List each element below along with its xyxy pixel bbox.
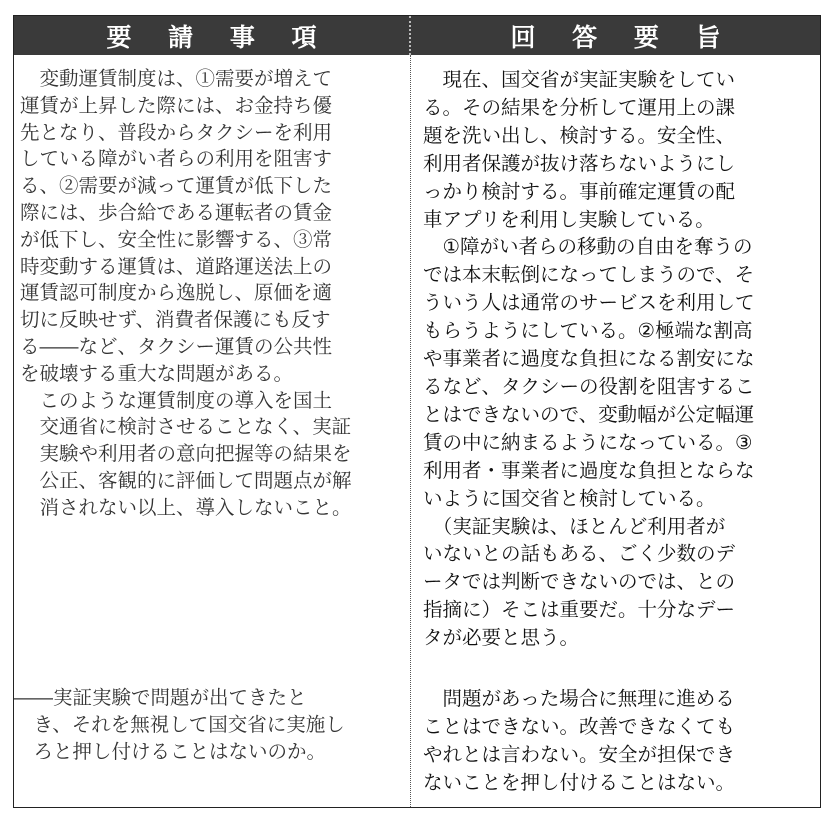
requests-header (14, 16, 411, 55)
text-line: る、②需要が減って運賃が低下した (20, 174, 333, 198)
text-line: が低下し、安全性に影響する、③常 (20, 227, 333, 251)
answer-followup-text (423, 685, 735, 797)
text-line: 指摘に）そこは重要だ。十分なデー (423, 598, 736, 622)
text-line: 題を洗い出し、検討する。安全性、 (423, 123, 736, 147)
text-line: 時変動する運賃は、道路運送法上の (20, 254, 333, 278)
text-line: 利用者・事業者に過度な負担とならな (423, 458, 755, 482)
text-line: 公正、客観的に評価して問題点が解 (20, 468, 352, 492)
request-answer-table (13, 15, 821, 808)
text-line: 問題があった場合に無理に進める (423, 687, 735, 710)
text-line: ことはできない。改善できなくても (423, 714, 736, 738)
text-line: 切に反映せず、消費者保護にも反す (20, 308, 331, 332)
text-line: ①障がい者らの移動の自由を奪うの (423, 235, 753, 259)
request-followup-text (14, 685, 345, 765)
text-line: 消されない以上、導入しないこと。 (20, 495, 352, 519)
text-line: ――実証実験で問題が出てきたと (14, 686, 307, 709)
answers-header (411, 16, 820, 55)
text-line: では本末転倒になってしまうので、そ (423, 263, 755, 287)
text-line: （実証実験は、ほとんど利用者が (423, 514, 726, 538)
text-line: このような運賃制度の導入を国土 (20, 388, 333, 412)
text-line: ないことを押し付けることはない。 (423, 770, 736, 794)
text-line: 際には、歩合給である運転者の賃金 (20, 200, 333, 224)
text-line: る――など、タクシー運賃の公共性 (20, 334, 333, 358)
request-main-text (20, 66, 352, 522)
text-line: 現在、国交省が実証実験をしてい (423, 68, 736, 91)
text-line: いように国交省と検討している。 (423, 486, 716, 510)
text-line: る。その結果を分析して運用上の課 (423, 95, 736, 119)
text-line: 利用者保護が抜け落ちないようにし (423, 151, 736, 175)
text-line: ろと押し付けることはないのか。 (14, 739, 327, 763)
text-line: るなど、タクシーの役割を阻害するこ (423, 374, 755, 398)
text-line: 運賃認可制度から逸脱し、原価を適 (20, 281, 333, 305)
text-line: やれとは言わない。安全が担保でき (423, 742, 736, 766)
text-line: いないとの話もある、ごく少数のデ (423, 542, 736, 566)
text-line: っかり検討する。事前確定運賃の配 (423, 179, 736, 203)
text-line: とはできないので、変動幅が公定幅運 (423, 402, 755, 426)
text-line: タが必要と思う。 (423, 626, 580, 650)
text-line: ータでは判断できないのでは、との (423, 570, 736, 594)
text-line: き、それを無視して国交省に実施し (14, 712, 345, 736)
text-line: 賃の中に納まるようになっている。③ (423, 430, 753, 454)
text-line: ういう人は通常のサービスを利用して (423, 291, 755, 315)
text-line: 実験や利用者の意向把握等の結果を (20, 442, 352, 466)
requests-column (14, 55, 411, 807)
text-line: を破壊する重大な問題がある。 (20, 361, 294, 385)
text-line: 先となり、普段からタクシーを利用 (20, 120, 333, 144)
requests-header-title: 要 請 事 項 (106, 22, 331, 52)
text-line: 運賃が上昇した際には、お金持ち優 (20, 93, 333, 117)
text-line: している障がい者らの利用を阻害す (20, 147, 333, 171)
text-line: や事業者に過度な負担になる割安にな (423, 347, 755, 371)
answers-column (411, 55, 820, 807)
answers-header-title: 回 答 要 旨 (510, 22, 735, 52)
text-line: 車アプリを利用し実験している。 (423, 207, 715, 231)
text-line: 交通省に検討させることなく、実証 (20, 415, 352, 439)
text-line: 変動運賃制度は、①需要が増えて (20, 67, 333, 90)
text-line: もらうようにしている。②極端な割高 (423, 319, 753, 343)
answer-main-text (423, 66, 755, 652)
